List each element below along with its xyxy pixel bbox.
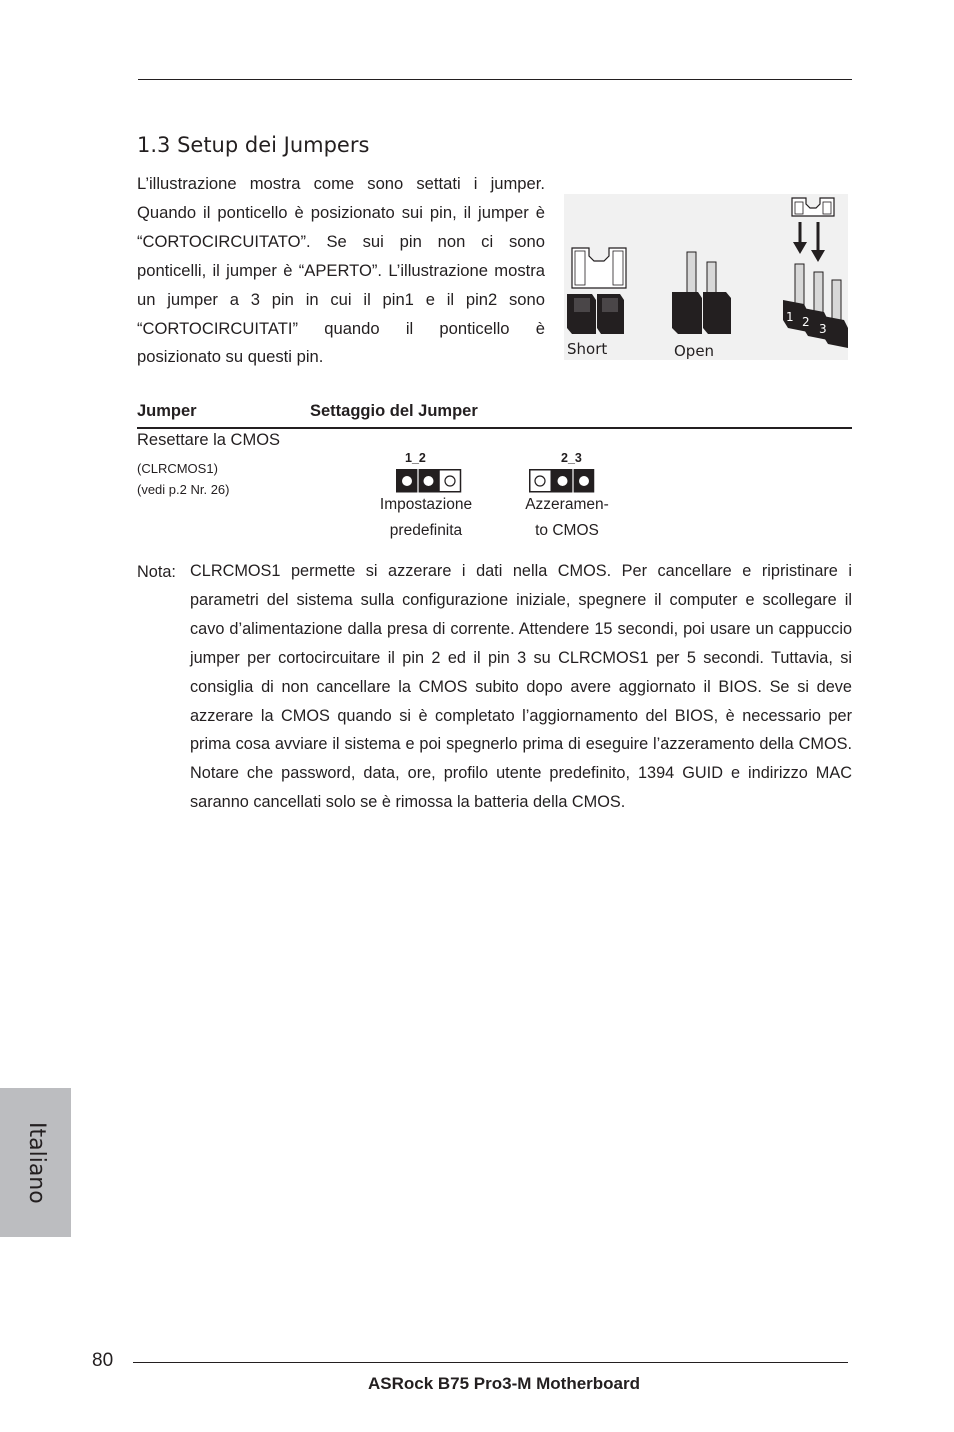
top-rule xyxy=(138,79,852,80)
short-label: Short xyxy=(567,340,608,358)
pins-label-2-3: 2_3 xyxy=(561,451,582,465)
table-header-jumper: Jumper xyxy=(137,402,197,420)
pin-number-1: 1 xyxy=(786,310,794,324)
row-sub-2: (vedi p.2 Nr. 26) xyxy=(137,482,230,497)
table-rule xyxy=(137,427,852,429)
jumper-diagram-1-2 xyxy=(396,469,462,493)
open-label: Open xyxy=(674,342,715,360)
note-label: Nota: xyxy=(137,563,176,581)
caption-2-3-line2: to CMOS xyxy=(535,522,599,539)
row-sub-1: (CLRCMOS1) xyxy=(137,461,218,476)
intro-paragraph: L’illustrazione mostra come sono settati i jumper. Quando il ponticello è posizionato sui pin, il jumper è “CORTOCIRCUITATO”. Se sui pin non ci sono ponticelli, il jumper è “APERTO”. L’illustrazione mostra un jumper a 3 pin in cui il pin1 e il pin2 sono “CORTOCIRCUITATI” quando il ponticello è posizionato su questi pin. xyxy=(137,174,545,367)
bottom-rule xyxy=(133,1362,848,1363)
footer-title-wrap xyxy=(0,1374,954,1394)
row-name: Resettare la CMOS xyxy=(137,431,281,449)
jumper-illustration xyxy=(564,194,848,360)
pin-number-2: 2 xyxy=(802,315,810,329)
pins-label-1-2: 1_2 xyxy=(405,451,426,465)
section-title: 1.3 Setup dei Jumpers xyxy=(137,133,370,157)
jumper-diagram-2-3 xyxy=(529,469,595,493)
table-header-setting: Settaggio del Jumper xyxy=(310,402,478,420)
page-number: 80 xyxy=(92,1350,114,1371)
caption-1-2-line1: Impostazione xyxy=(379,496,473,513)
caption-2-3-line1: Azzeramen- xyxy=(525,496,609,513)
pin-number-3: 3 xyxy=(819,322,827,336)
footer-title: ASRock B75 Pro3-M Motherboard xyxy=(367,1374,641,1393)
language-side-tab-label: Italiano xyxy=(24,1122,49,1204)
note-text: CLRCMOS1 permette si azzerare i dati nella CMOS. Per cancellare e ripristinare i parametri del sistema sulla configurazione iniziale, spegnere il computer e scollegare il cavo d’alimentazione dalla presa di corrente. Attendere 15 secondi, poi usare un cappuccio jumper per cortocircuitare il pin 2 ed il pin 3 su CLRCMOS1 per 5 secondi. Tuttavia, si consiglia di non cancellare la CMOS subito dopo avere aggiornato il BIOS. Se si deve azzerare la CMOS quando si è completato l’aggiornamento del BIOS, è necessario per prima cosa avviare il sistema e poi spegnerlo prima di eseguire l’azzeramento della CMOS. Notare che password, data, ore, profilo utente predefinito, 1394 GUID e indirizzo MAC saranno cancellati solo se è rimossa la batteria della CMOS. xyxy=(190,562,852,812)
caption-1-2-line2: predefinita xyxy=(389,522,463,539)
